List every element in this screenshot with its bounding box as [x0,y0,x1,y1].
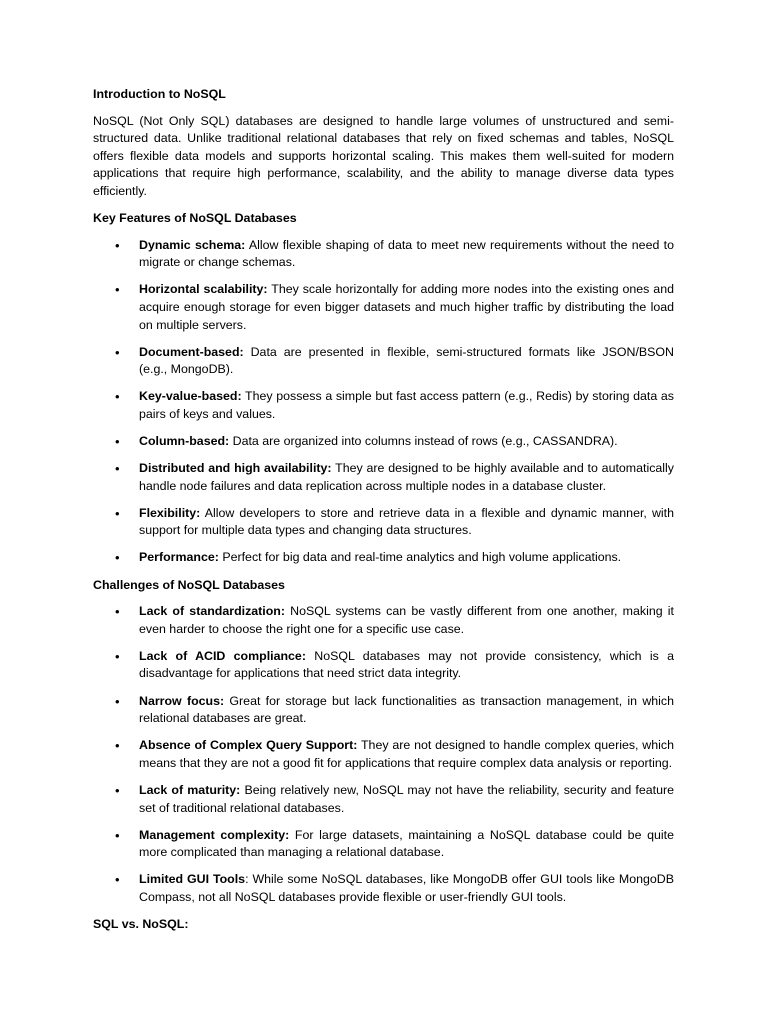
item-text: Being relatively new, NoSQL may not have the reliability, security and feature set of traditional relational databases. [139,782,674,815]
item-term: Document-based: [139,344,244,359]
list-item [93,433,674,451]
item-term: Dynamic schema: [139,237,246,252]
item-text: NoSQL systems can be vastly different from one another, making it even harder to choose the right one for a specific use case. [139,604,674,636]
item-term: Performance: [139,550,219,565]
features-list [93,237,674,567]
list-item [93,871,674,906]
item-text: They possess a simple but fast access pattern (e.g., Redis) by storing data as pairs of keys and values. [139,389,674,421]
item-text: For large datasets, maintaining a NoSQL database could be quite more complicated than managing a relational database. [139,827,674,860]
item-term: Management complexity: [139,827,290,842]
item-term: Lack of standardization: [139,604,285,619]
item-term: Distributed and high availability: [139,461,332,476]
list-item [93,388,674,423]
features-heading: Key Features of NoSQL Databases [93,211,297,226]
challenges-list [93,603,674,906]
item-term: Flexibility: [139,505,201,520]
item-text: : While some NoSQL databases, like MongoDB offer GUI tools like MongoDB Compass, not all NoSQL databases provide flexible or user-friendly GUI tools. [139,872,674,904]
item-term: Lack of maturity: [139,782,241,797]
item-term: Key-value-based: [139,389,242,404]
item-text: They are designed to be highly available and to automatically handle node failures and data replication across multiple nodes in a database cluster. [139,461,674,493]
item-text: Data are presented in flexible, semi-structured formats like JSON/BSON (e.g., MongoDB). [139,344,674,377]
list-item [93,648,674,683]
list-item [93,505,674,540]
list-item [93,237,674,272]
list-item [93,693,674,728]
item-term: Absence of Complex Query Support: [139,738,358,753]
item-term: Narrow focus: [139,693,225,708]
item-term: Column-based: [139,434,230,448]
list-item [93,782,674,817]
item-text: They scale horizontally for adding more nodes into the existing ones and acquire enough storage for even bigger datasets and much higher traffic by distributing the load on multiple servers. [139,282,674,332]
list-item [93,344,674,379]
list-item [93,737,674,772]
list-item [93,460,674,495]
item-text: NoSQL databases may not provide consistency, which is a disadvantage for applications that need strict data integrity. [139,648,674,681]
item-term: Limited GUI Tools [139,872,246,887]
list-item [93,827,674,862]
item-text: Allow developers to store and retrieve data in a flexible and dynamic manner, with support for multiple data types and changing data structures. [139,505,674,538]
intro-heading: Introduction to NoSQL [93,87,226,101]
item-text: Allow flexible shaping of data to meet new requirements without the need to migrate or change schemas. [139,237,674,270]
intro-paragraph: NoSQL (Not Only SQL) databases are designed to handle large volumes of unstructured and semi-structured data. Unlike traditional relational databases that rely on fixed schemas and tables, NoSQL offers flexible data models and supports horizontal scaling. This makes them well-suited for modern applications that require high performance, scalability, and the ability to manage diverse data types efficiently. [93,113,674,198]
item-text: Perfect for big data and real-time analytics and high volume applications. [218,550,622,565]
list-item [93,549,674,567]
challenges-heading: Challenges of NoSQL Databases [93,577,285,592]
item-term: Horizontal scalability: [139,282,268,297]
list-item [93,603,674,638]
item-text: Great for storage but lack functionalities as transaction management, in which relational databases are great. [139,693,674,726]
comparison-heading: SQL vs. NoSQL: [93,916,189,931]
item-term: Lack of ACID compliance: [139,648,306,663]
item-text: They are not designed to handle complex queries, which means that they are not a good fit for applications that require complex data analysis or reporting. [139,738,674,770]
item-text: Data are organized into columns instead of rows (e.g., CASSANDRA). [229,434,618,448]
list-item [93,281,674,334]
